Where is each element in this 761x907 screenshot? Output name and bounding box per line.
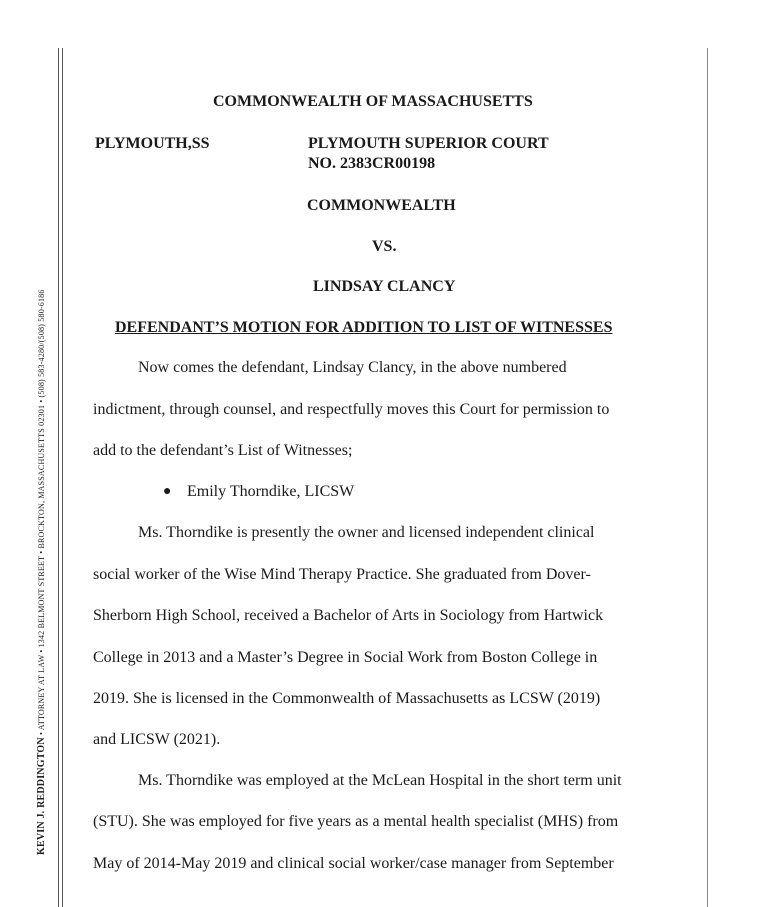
para3-line-2: (STU). She was employed for five years as a mental health specialist (MHS) from [93,813,619,830]
plaintiff-name: COMMONWEALTH [307,197,456,214]
para2-line-5: 2019. She is licensed in the Commonwealth of Massachusetts as LCSW (2019) [93,690,601,707]
para3-line-3: May of 2014-May 2019 and clinical social worker/case manager from September [93,855,614,872]
para2-line-4: College in 2013 and a Master’s Degree in Social Work from Boston College in [93,649,598,666]
commonwealth-header: COMMONWEALTH OF MASSACHUSETTS [213,93,533,110]
versus-label: VS. [372,238,397,255]
attorney-address: • ATTORNEY AT LAW • 1342 BELMONT STREET • BROCKTON, MASSACHUSETTS 02301 • (508) 583-4280/(508) 580-6186 [37,289,46,738]
court-name: PLYMOUTH SUPERIOR COURT [308,135,549,152]
witness-name: Emily Thorndike, LICSW [187,483,355,500]
county-label: PLYMOUTH,SS [95,135,210,152]
intro-line-1: Now comes the defendant, Lindsay Clancy, in the above numbered [138,359,567,376]
docket-number: NO. 2383CR00198 [308,155,436,172]
left-margin-rule-outer [58,48,59,907]
defendant-name: LINDSAY CLANCY [313,278,456,295]
motion-title: DEFENDANT’S MOTION FOR ADDITION TO LIST OF WITNESSES [115,319,613,336]
left-margin-rule-inner [62,48,63,907]
para2-line-3: Sherborn High School, received a Bachelor of Arts in Sociology from Hartwick [93,607,604,624]
intro-line-2: indictment, through counsel, and respectfully moves this Court for permission to [93,401,610,418]
para2-line-6: and LICSW (2021). [93,731,221,748]
para2-line-2: social worker of the Wise Mind Therapy Practice. She graduated from Dover- [93,566,591,583]
bullet-icon: ● [163,484,172,499]
para2-line-1: Ms. Thorndike is presently the owner and licensed independent clinical [138,524,595,541]
para3-line-1: Ms. Thorndike was employed at the McLean Hospital in the short term unit [138,772,622,789]
intro-line-3: add to the defendant’s List of Witnesses; [93,442,353,459]
attorney-sidebar [36,289,47,855]
attorney-name: KEVIN J. REDDINGTON [36,737,47,855]
